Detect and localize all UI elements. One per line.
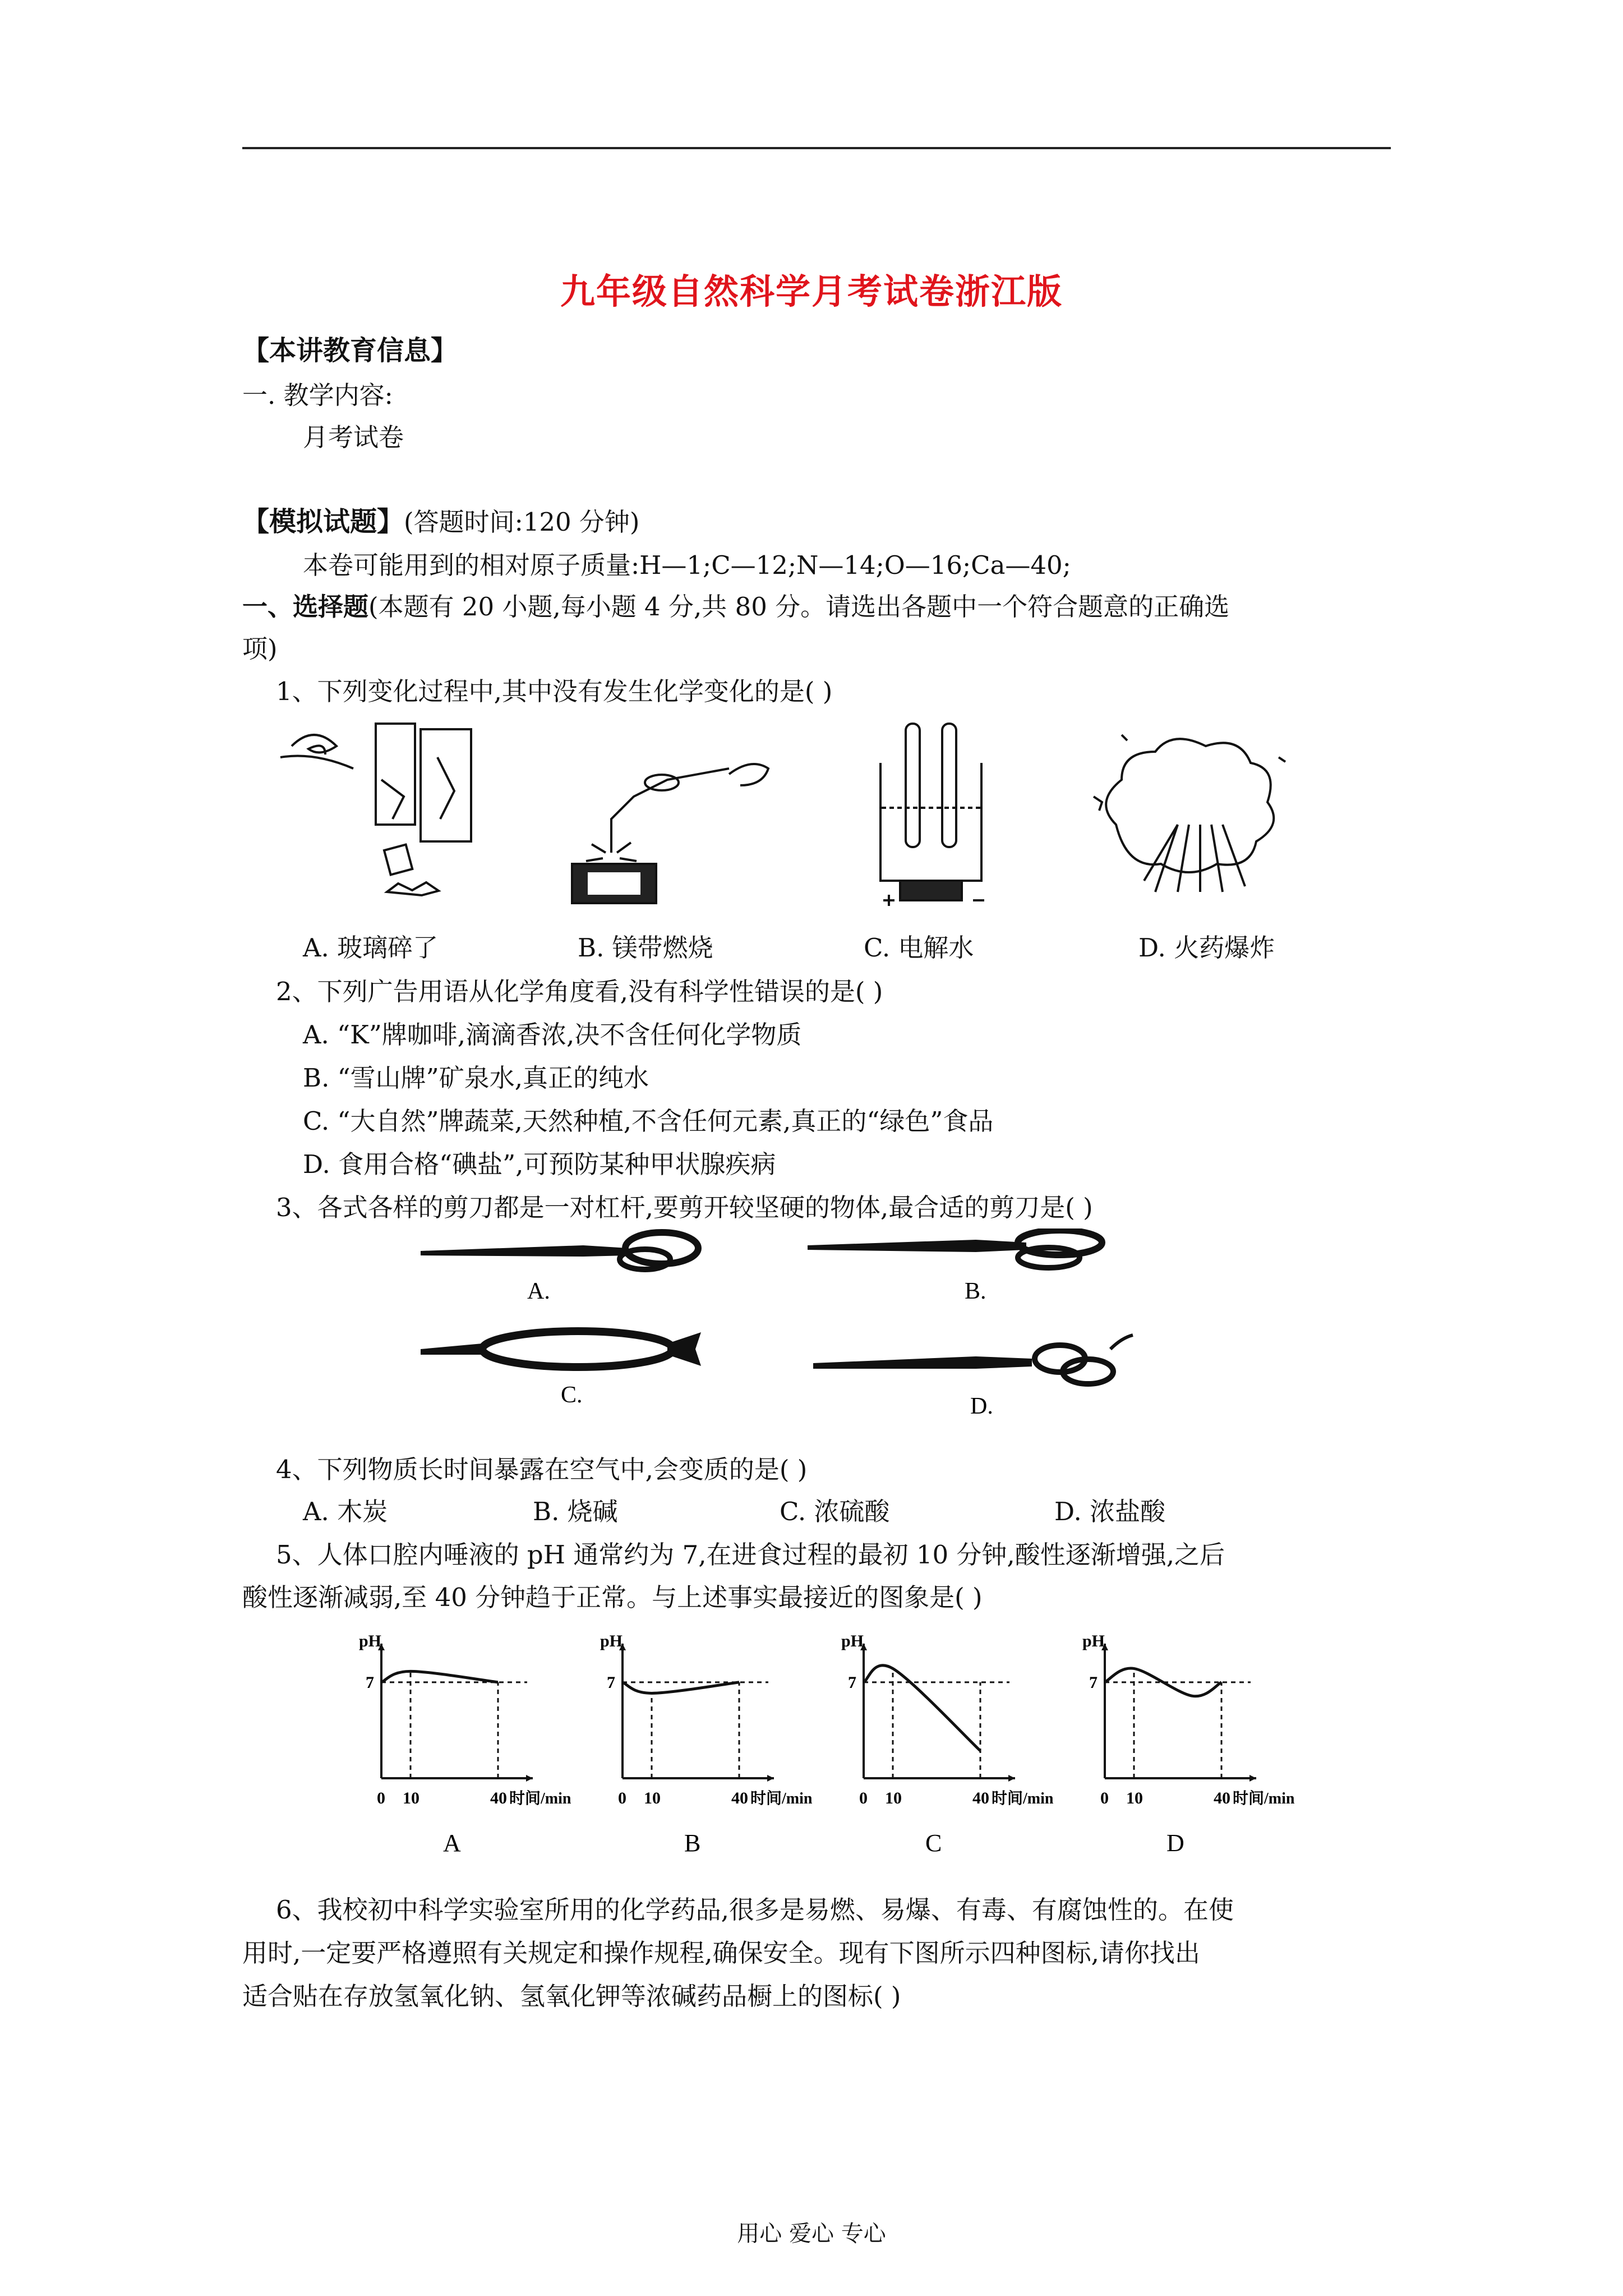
q1-stem: 1、下列变化过程中,其中没有发生化学变化的是( )	[276, 677, 833, 706]
q5-stem-line2: 酸性逐渐减弱,至 40 分钟趋于正常。与上述事实最接近的图象是( )	[242, 1582, 983, 1612]
chart-d-xtick-0: 0	[1100, 1789, 1109, 1807]
chart-c-xtick-40: 40	[972, 1789, 989, 1807]
chart-b-xtick-10: 10	[644, 1789, 661, 1807]
q5-charts	[336, 1627, 1301, 1862]
q3-stem: 3、各式各样的剪刀都是一对杠杆,要剪开较坚硬的物体,最合适的剪刀是( )	[276, 1193, 1093, 1222]
chart-d-xtick-40: 40	[1214, 1789, 1230, 1807]
header-rule	[242, 147, 1391, 149]
chart-b-xtick-0: 0	[618, 1789, 626, 1807]
q4-option-a: A. 木炭	[303, 1497, 388, 1526]
magnesium-burning-illustration	[572, 764, 768, 903]
q4-stem: 4、下列物质长时间暴露在空气中,会变质的是( )	[276, 1455, 808, 1484]
chart-a-xtick-40: 40	[490, 1789, 507, 1807]
scissors-c-label: C.	[561, 1382, 583, 1408]
exam-heading-line	[242, 505, 640, 539]
chart-b-ylabel: pH	[600, 1632, 623, 1650]
chart-a-ylabel: pH	[359, 1632, 382, 1650]
q1-option-a: A. 玻璃碎了	[303, 933, 439, 963]
scissors-d-illustration	[813, 1335, 1133, 1384]
q6-stem-line1: 6、我校初中科学实验室所用的化学药品,很多是易燃、易爆、有毒、有腐蚀性的。在使	[276, 1895, 1234, 1925]
chart-b-xlabel: 时间/min	[750, 1790, 813, 1807]
chart-c-curve	[864, 1665, 980, 1751]
chart-c-x-arrow	[1008, 1775, 1015, 1782]
chart-a-curve	[381, 1671, 498, 1682]
q2-option-d: D. 食用合格“碘盐”,可预防某种甲状腺疾病	[303, 1149, 776, 1179]
exam-time: (答题时间:120 分钟)	[404, 507, 640, 537]
chart-c-ytick-7: 7	[848, 1673, 856, 1692]
q3-scissors	[415, 1228, 1234, 1430]
chart-b-curve	[623, 1682, 739, 1694]
exam-heading: 【模拟试题】	[242, 506, 404, 537]
chart-a-xtick-0: 0	[377, 1789, 385, 1807]
q2-option-b: B. “雪山牌”矿泉水,真正的纯水	[303, 1063, 649, 1093]
q4-option-d: D. 浓盐酸	[1054, 1497, 1166, 1526]
chart-a-x-arrow	[526, 1775, 533, 1782]
page-footer: 用心 爱心 专心	[737, 2221, 886, 2247]
chart-d-x-arrow	[1249, 1775, 1256, 1782]
scissors-b-illustration	[808, 1230, 1102, 1268]
scissors-c-illustration	[421, 1331, 701, 1367]
section1-desc: (本题有 20 小题,每小题 4 分,共 80 分。请选出各题中一个符合题意的正确选	[368, 592, 1230, 622]
q6-stem-line2: 用时,一定要严格遵照有关规定和操作规程,确保安全。现有下图所示四种图标,请你找出	[242, 1938, 1200, 1968]
chart-c-xlabel: 时间/min	[992, 1790, 1054, 1807]
q2-option-c: C. “大自然”牌蔬菜,天然种植,不含任何元素,真正的“绿色”食品	[303, 1106, 994, 1136]
broken-glass-illustration	[280, 724, 471, 895]
chart-c-ylabel: pH	[841, 1632, 864, 1650]
scissors-a-illustration	[421, 1232, 698, 1269]
q2-option-a: A. “K”牌咖啡,滴滴香浓,决不含任何化学物质	[303, 1020, 802, 1050]
chart-a-xlabel: 时间/min	[509, 1790, 571, 1807]
chart-a-xtick-10: 10	[403, 1789, 419, 1807]
chart-a-ytick-7: 7	[366, 1673, 374, 1692]
chart-b-title: B	[684, 1829, 701, 1857]
q6-stem-line3: 适合贴在存放氢氧化钠、氢氧化钾等浓碱药品橱上的图标( )	[242, 1981, 901, 2011]
q1-illustrations	[269, 712, 1324, 920]
chart-d-ylabel: pH	[1082, 1632, 1105, 1650]
q1-option-c: C. 电解水	[864, 933, 974, 963]
info-heading: 【本讲教育信息】	[242, 335, 458, 366]
q5-stem-line1: 5、人体口腔内唾液的 pH 通常约为 7,在进食过程的最初 10 分钟,酸性逐渐增强,之后	[276, 1540, 1225, 1570]
chart-d-ytick-7: 7	[1089, 1673, 1098, 1692]
chart-b-ytick-7: 7	[607, 1673, 615, 1692]
q4-option-c: C. 浓硫酸	[780, 1497, 890, 1526]
section1-line	[242, 590, 1229, 624]
chart-d-xtick-10: 10	[1126, 1789, 1143, 1807]
section1-label: 一、选择题	[242, 592, 369, 622]
page-title: 九年级自然科学月考试卷浙江版	[560, 271, 1063, 312]
scissors-b-label: B.	[965, 1278, 986, 1304]
chart-d-title: D	[1166, 1829, 1184, 1857]
scissors-a-label: A.	[527, 1278, 550, 1304]
electrolysis-illustration	[880, 724, 984, 906]
q1-option-b: B. 镁带燃烧	[578, 933, 713, 963]
scissors-d-label: D.	[970, 1393, 993, 1419]
q2-stem: 2、下列广告用语从化学角度看,没有科学性错误的是( )	[276, 977, 883, 1006]
chart-d-xlabel: 时间/min	[1233, 1790, 1295, 1807]
content-value: 月考试卷	[303, 422, 404, 452]
chart-c-xtick-0: 0	[859, 1789, 868, 1807]
chart-b-xtick-40: 40	[731, 1789, 748, 1807]
section1-desc-cont: 项)	[242, 634, 278, 664]
chart-a-title: A	[443, 1829, 461, 1857]
chart-c-title: C	[925, 1829, 942, 1857]
q4-option-b: B. 烧碱	[533, 1497, 618, 1526]
q1-option-d: D. 火药爆炸	[1138, 933, 1275, 963]
gunpowder-explosion-illustration	[1094, 735, 1285, 892]
content-label: 一. 教学内容:	[242, 380, 393, 410]
chart-c-xtick-10: 10	[885, 1789, 902, 1807]
chart-b-x-arrow	[767, 1775, 774, 1782]
atomic-masses: 本卷可能用到的相对原子质量:H—1;C—12;N—14;O—16;Ca—40;	[303, 550, 1071, 580]
